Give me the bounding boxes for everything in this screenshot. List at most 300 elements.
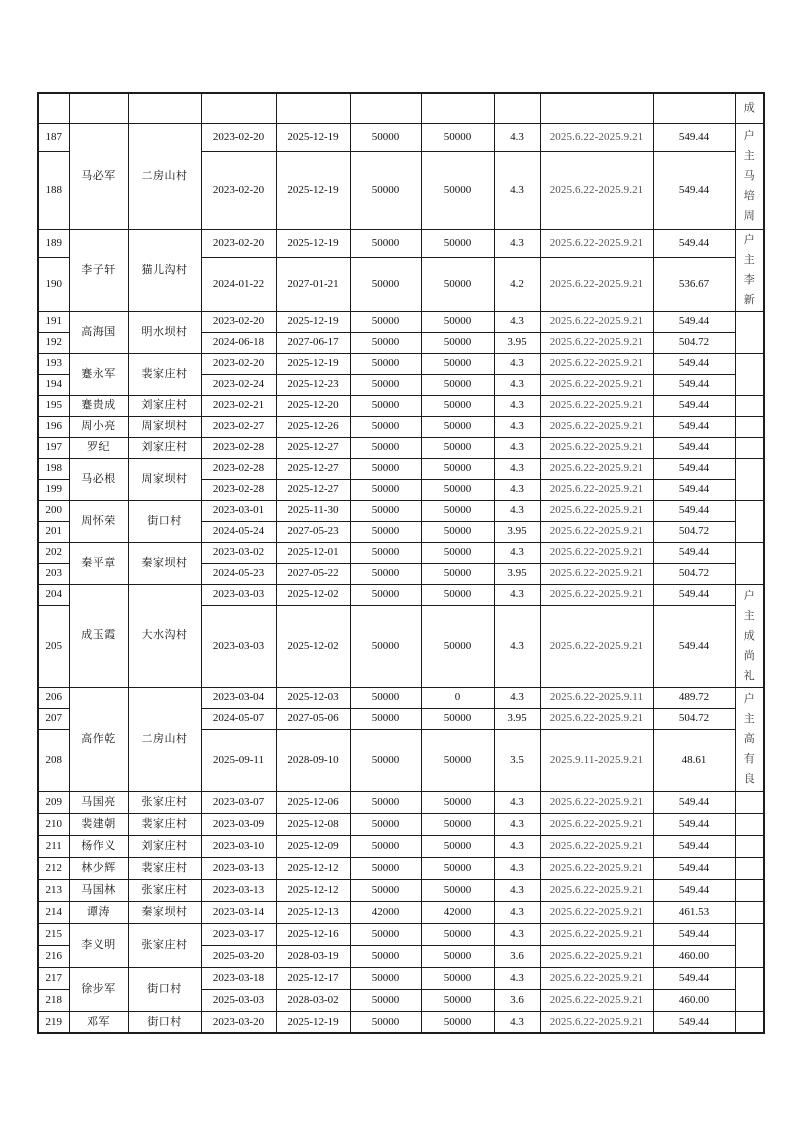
table-row: [38, 879, 764, 901]
cell-interest-period: 2025.6.22-2025.9.21: [540, 542, 653, 563]
cell-interest-rate: 3.5: [494, 729, 540, 791]
cell-interest-rate: 4.3: [494, 605, 540, 687]
cell-balance-amount: 50000: [421, 311, 494, 332]
cell-interest-amount: 461.53: [653, 901, 735, 923]
table-row: [38, 1011, 764, 1033]
cell-loan-amount: 50000: [350, 791, 421, 813]
header-cell: [540, 93, 653, 123]
cell-balance-amount: 50000: [421, 437, 494, 458]
cell-start-date: 2025-03-20: [201, 945, 276, 967]
cell-village: 街口村: [128, 967, 201, 1011]
cell-interest-amount: 504.72: [653, 563, 735, 584]
cell-start-date: 2024-05-23: [201, 563, 276, 584]
cell-borrower-name: 马国亮: [69, 791, 128, 813]
cell-balance-amount: 50000: [421, 395, 494, 416]
cell-row-number: 189: [38, 229, 69, 257]
cell-interest-amount: 549.44: [653, 229, 735, 257]
cell-village: 裴家庄村: [128, 813, 201, 835]
note-char: 户: [743, 589, 755, 602]
cell-village: 猫儿沟村: [128, 229, 201, 311]
cell-loan-amount: 50000: [350, 332, 421, 353]
table-row: [38, 791, 764, 813]
cell-loan-amount: 50000: [350, 521, 421, 542]
cell-end-date: 2025-12-27: [276, 437, 350, 458]
cell-interest-rate: 3.6: [494, 989, 540, 1011]
cell-note: [735, 791, 764, 813]
cell-interest-amount: 504.72: [653, 521, 735, 542]
cell-interest-amount: 460.00: [653, 945, 735, 967]
cell-interest-amount: 549.44: [653, 605, 735, 687]
cell-row-number: 210: [38, 813, 69, 835]
cell-interest-rate: 4.3: [494, 353, 540, 374]
cell-start-date: 2023-03-13: [201, 879, 276, 901]
cell-interest-rate: 4.3: [494, 437, 540, 458]
cell-loan-amount: 50000: [350, 835, 421, 857]
table-row: [38, 437, 764, 458]
cell-end-date: 2027-01-21: [276, 257, 350, 311]
cell-interest-amount: 549.44: [653, 835, 735, 857]
cell-row-number: 196: [38, 416, 69, 437]
cell-balance-amount: 50000: [421, 1011, 494, 1033]
note-char: 李: [743, 274, 755, 286]
cell-end-date: 2025-12-26: [276, 416, 350, 437]
cell-loan-amount: 50000: [350, 967, 421, 989]
note-char: 良: [743, 773, 755, 785]
header-cell: [128, 93, 201, 123]
cell-interest-period: 2025.6.22-2025.9.21: [540, 257, 653, 311]
cell-interest-period: 2025.6.22-2025.9.21: [540, 605, 653, 687]
cell-borrower-name: 谭涛: [69, 901, 128, 923]
cell-loan-amount: 50000: [350, 923, 421, 945]
cell-borrower-name: 裴建朝: [69, 813, 128, 835]
cell-interest-period: 2025.6.22-2025.9.21: [540, 791, 653, 813]
cell-loan-amount: 50000: [350, 374, 421, 395]
cell-village: 张家庄村: [128, 923, 201, 967]
note-char: 成: [743, 629, 755, 642]
cell-borrower-name: 高作乾: [69, 687, 128, 791]
cell-start-date: 2023-03-17: [201, 923, 276, 945]
cell-start-date: 2023-03-18: [201, 967, 276, 989]
cell-balance-amount: 50000: [421, 729, 494, 791]
cell-interest-amount: 549.44: [653, 584, 735, 605]
cell-interest-rate: 4.3: [494, 374, 540, 395]
cell-interest-rate: 4.3: [494, 542, 540, 563]
cell-note: [735, 584, 764, 687]
cell-interest-rate: 3.95: [494, 563, 540, 584]
cell-end-date: 2025-12-19: [276, 123, 350, 151]
note-char: 户: [743, 234, 755, 246]
cell-balance-amount: 50000: [421, 353, 494, 374]
cell-interest-rate: 4.3: [494, 1011, 540, 1033]
cell-note: [735, 857, 764, 879]
table-row: [38, 923, 764, 945]
cell-borrower-name: 李子轩: [69, 229, 128, 311]
cell-interest-rate: 4.3: [494, 901, 540, 923]
cell-interest-period: 2025.6.22-2025.9.21: [540, 879, 653, 901]
cell-balance-amount: 50000: [421, 374, 494, 395]
cell-row-number: 213: [38, 879, 69, 901]
cell-end-date: 2025-12-19: [276, 151, 350, 229]
table-row: [38, 500, 764, 521]
cell-end-date: 2025-12-01: [276, 542, 350, 563]
cell-interest-rate: 4.3: [494, 123, 540, 151]
cell-start-date: 2023-02-20: [201, 229, 276, 257]
cell-interest-period: 2025.6.22-2025.9.21: [540, 479, 653, 500]
cell-village: 刘家庄村: [128, 835, 201, 857]
cell-balance-amount: 50000: [421, 123, 494, 151]
cell-interest-period: 2025.6.22-2025.9.21: [540, 901, 653, 923]
cell-note: [735, 123, 764, 229]
cell-balance-amount: 50000: [421, 708, 494, 729]
cell-loan-amount: 50000: [350, 229, 421, 257]
cell-start-date: 2023-02-20: [201, 311, 276, 332]
cell-end-date: 2025-12-27: [276, 458, 350, 479]
cell-village: 大水沟村: [128, 584, 201, 687]
cell-row-number: 197: [38, 437, 69, 458]
cell-interest-amount: 549.44: [653, 923, 735, 945]
note-char: 成: [743, 102, 755, 115]
cell-balance-amount: 50000: [421, 879, 494, 901]
cell-row-number: 207: [38, 708, 69, 729]
note-char: 培: [743, 190, 755, 202]
cell-interest-rate: 4.3: [494, 791, 540, 813]
cell-row-number: 191: [38, 311, 69, 332]
cell-village: 周家坝村: [128, 458, 201, 500]
cell-loan-amount: 50000: [350, 479, 421, 500]
note-char: 尚: [743, 649, 755, 662]
cell-row-number: 216: [38, 945, 69, 967]
table-row: [38, 311, 764, 332]
cell-note: [735, 923, 764, 967]
cell-loan-amount: 50000: [350, 458, 421, 479]
cell-interest-period: 2025.6.22-2025.9.21: [540, 311, 653, 332]
cell-note: [735, 835, 764, 857]
cell-interest-rate: 4.3: [494, 687, 540, 708]
cell-interest-period: 2025.6.22-2025.9.21: [540, 708, 653, 729]
cell-interest-amount: 489.72: [653, 687, 735, 708]
cell-interest-period: 2025.9.11-2025.9.21: [540, 729, 653, 791]
cell-loan-amount: 50000: [350, 437, 421, 458]
cell-loan-amount: 50000: [350, 945, 421, 967]
cell-village: 张家庄村: [128, 791, 201, 813]
cell-balance-amount: 50000: [421, 835, 494, 857]
cell-interest-amount: 549.44: [653, 479, 735, 500]
cell-balance-amount: 0: [421, 687, 494, 708]
header-cell: [276, 93, 350, 123]
cell-end-date: 2028-09-10: [276, 729, 350, 791]
cell-interest-rate: 4.3: [494, 395, 540, 416]
header-cell: [69, 93, 128, 123]
cell-loan-amount: 50000: [350, 1011, 421, 1033]
cell-interest-rate: 3.95: [494, 332, 540, 353]
cell-borrower-name: 马必军: [69, 123, 128, 229]
cell-start-date: 2023-03-01: [201, 500, 276, 521]
cell-village: 秦家坝村: [128, 542, 201, 584]
header-cell: [494, 93, 540, 123]
table-row: [38, 967, 764, 989]
cell-row-number: 212: [38, 857, 69, 879]
cell-interest-period: 2025.6.22-2025.9.21: [540, 967, 653, 989]
cell-interest-period: 2025.6.22-2025.9.21: [540, 458, 653, 479]
cell-loan-amount: 50000: [350, 257, 421, 311]
cell-loan-amount: 50000: [350, 151, 421, 229]
cell-borrower-name: 周小亮: [69, 416, 128, 437]
cell-start-date: 2023-03-09: [201, 813, 276, 835]
cell-loan-amount: 42000: [350, 901, 421, 923]
cell-borrower-name: 林少辉: [69, 857, 128, 879]
cell-interest-period: 2025.6.22-2025.9.21: [540, 857, 653, 879]
cell-interest-amount: 504.72: [653, 332, 735, 353]
cell-interest-period: 2025.6.22-2025.9.21: [540, 151, 653, 229]
cell-village: 裴家庄村: [128, 857, 201, 879]
cell-balance-amount: 50000: [421, 542, 494, 563]
cell-interest-amount: 549.44: [653, 353, 735, 374]
table-row: [38, 835, 764, 857]
cell-interest-period: 2025.6.22-2025.9.21: [540, 945, 653, 967]
cell-borrower-name: 邓军: [69, 1011, 128, 1033]
cell-note: [735, 458, 764, 500]
cell-interest-rate: 3.95: [494, 708, 540, 729]
note-char: 主: [743, 713, 755, 725]
cell-row-number: 206: [38, 687, 69, 708]
cell-start-date: 2023-03-02: [201, 542, 276, 563]
note-char: 高: [743, 733, 755, 745]
cell-interest-period: 2025.6.22-2025.9.21: [540, 416, 653, 437]
cell-end-date: 2025-12-12: [276, 879, 350, 901]
table-row: [38, 584, 764, 605]
cell-note: [735, 1011, 764, 1033]
cell-village: 周家坝村: [128, 416, 201, 437]
cell-row-number: 201: [38, 521, 69, 542]
cell-interest-amount: 549.44: [653, 311, 735, 332]
cell-start-date: 2023-02-28: [201, 437, 276, 458]
cell-end-date: 2025-12-19: [276, 353, 350, 374]
note-char: 周: [743, 210, 755, 222]
cell-borrower-name: 李义明: [69, 923, 128, 967]
cell-borrower-name: 高海国: [69, 311, 128, 353]
cell-interest-period: 2025.6.22-2025.9.21: [540, 923, 653, 945]
cell-note: [735, 500, 764, 542]
cell-borrower-name: 马国林: [69, 879, 128, 901]
cell-end-date: 2028-03-02: [276, 989, 350, 1011]
cell-row-number: 202: [38, 542, 69, 563]
cell-note: [735, 901, 764, 923]
cell-row-number: 198: [38, 458, 69, 479]
cell-row-number: 205: [38, 605, 69, 687]
cell-interest-rate: 4.3: [494, 458, 540, 479]
cell-interest-rate: 4.3: [494, 835, 540, 857]
cell-interest-period: 2025.6.22-2025.9.21: [540, 123, 653, 151]
cell-note: [735, 542, 764, 584]
cell-interest-amount: 549.44: [653, 1011, 735, 1033]
cell-row-number: 217: [38, 967, 69, 989]
header-cell: [653, 93, 735, 123]
table-row: [38, 123, 764, 151]
cell-balance-amount: 50000: [421, 791, 494, 813]
cell-note: [735, 879, 764, 901]
cell-end-date: 2025-11-30: [276, 500, 350, 521]
cell-start-date: 2024-06-18: [201, 332, 276, 353]
cell-balance-amount: 50000: [421, 989, 494, 1011]
cell-balance-amount: 50000: [421, 458, 494, 479]
cell-end-date: 2025-12-27: [276, 479, 350, 500]
cell-village: 二房山村: [128, 123, 201, 229]
cell-village: 二房山村: [128, 687, 201, 791]
cell-end-date: 2027-05-22: [276, 563, 350, 584]
cell-row-number: 187: [38, 123, 69, 151]
cell-village: 街口村: [128, 500, 201, 542]
cell-balance-amount: 50000: [421, 332, 494, 353]
cell-note: [735, 416, 764, 437]
cell-row-number: 204: [38, 584, 69, 605]
cell-end-date: 2025-12-13: [276, 901, 350, 923]
cell-interest-amount: 504.72: [653, 708, 735, 729]
cell-note: [735, 353, 764, 395]
cell-interest-period: 2025.6.22-2025.9.11: [540, 687, 653, 708]
cell-interest-amount: 536.67: [653, 257, 735, 311]
cell-start-date: 2023-03-04: [201, 687, 276, 708]
cell-row-number: 208: [38, 729, 69, 791]
table-row: [38, 857, 764, 879]
cell-balance-amount: 50000: [421, 857, 494, 879]
cell-end-date: 2025-12-06: [276, 791, 350, 813]
header-cell: [38, 93, 69, 123]
cell-borrower-name: 罗纪: [69, 437, 128, 458]
table-row: [38, 542, 764, 563]
cell-end-date: 2025-12-19: [276, 1011, 350, 1033]
cell-borrower-name: 马必根: [69, 458, 128, 500]
cell-balance-amount: 50000: [421, 584, 494, 605]
note-char: 有: [743, 753, 755, 765]
cell-interest-rate: 3.95: [494, 521, 540, 542]
cell-start-date: 2023-02-20: [201, 123, 276, 151]
note-char: 新: [743, 294, 755, 306]
cell-village: 刘家庄村: [128, 437, 201, 458]
table-row: [38, 416, 764, 437]
cell-balance-amount: 50000: [421, 500, 494, 521]
cell-borrower-name: 蹇贵成: [69, 395, 128, 416]
cell-balance-amount: 50000: [421, 151, 494, 229]
note-char: 主: [743, 254, 755, 266]
cell-note: [735, 437, 764, 458]
cell-start-date: 2023-03-10: [201, 835, 276, 857]
table-row: [38, 458, 764, 479]
header-row: [38, 93, 764, 123]
cell-loan-amount: 50000: [350, 416, 421, 437]
cell-end-date: 2025-12-02: [276, 584, 350, 605]
cell-interest-period: 2025.6.22-2025.9.21: [540, 437, 653, 458]
cell-interest-amount: 549.44: [653, 542, 735, 563]
cell-borrower-name: 徐步军: [69, 967, 128, 1011]
cell-balance-amount: 50000: [421, 563, 494, 584]
cell-start-date: 2023-03-13: [201, 857, 276, 879]
cell-start-date: 2023-02-20: [201, 353, 276, 374]
cell-interest-rate: 4.3: [494, 879, 540, 901]
header-cell: [350, 93, 421, 123]
note-char: 户: [743, 693, 755, 705]
cell-start-date: 2023-02-20: [201, 151, 276, 229]
cell-interest-amount: 549.44: [653, 791, 735, 813]
cell-loan-amount: 50000: [350, 395, 421, 416]
table-body: [38, 93, 764, 1033]
cell-loan-amount: 50000: [350, 813, 421, 835]
cell-start-date: 2024-05-24: [201, 521, 276, 542]
cell-interest-rate: 4.3: [494, 923, 540, 945]
cell-balance-amount: 50000: [421, 945, 494, 967]
cell-loan-amount: 50000: [350, 500, 421, 521]
cell-interest-rate: 4.3: [494, 479, 540, 500]
cell-end-date: 2025-12-09: [276, 835, 350, 857]
cell-interest-amount: 48.61: [653, 729, 735, 791]
cell-loan-amount: 50000: [350, 729, 421, 791]
note-char: 礼: [743, 669, 755, 682]
table-row: [38, 813, 764, 835]
cell-balance-amount: 50000: [421, 257, 494, 311]
cell-interest-period: 2025.6.22-2025.9.21: [540, 374, 653, 395]
cell-row-number: 214: [38, 901, 69, 923]
table-row: [38, 229, 764, 257]
header-cell: [201, 93, 276, 123]
cell-start-date: 2023-02-28: [201, 479, 276, 500]
cell-end-date: 2025-12-02: [276, 605, 350, 687]
cell-end-date: 2025-12-20: [276, 395, 350, 416]
cell-borrower-name: 成玉霞: [69, 584, 128, 687]
cell-loan-amount: 50000: [350, 353, 421, 374]
cell-loan-amount: 50000: [350, 605, 421, 687]
cell-interest-period: 2025.6.22-2025.9.21: [540, 500, 653, 521]
cell-borrower-name: 周怀荣: [69, 500, 128, 542]
table-row: [38, 687, 764, 708]
cell-interest-rate: 4.3: [494, 813, 540, 835]
cell-end-date: 2025-12-08: [276, 813, 350, 835]
cell-start-date: 2025-09-11: [201, 729, 276, 791]
cell-end-date: 2025-12-16: [276, 923, 350, 945]
cell-interest-amount: 549.44: [653, 151, 735, 229]
cell-interest-rate: 4.3: [494, 416, 540, 437]
cell-borrower-name: 秦平章: [69, 542, 128, 584]
cell-end-date: 2027-05-23: [276, 521, 350, 542]
cell-start-date: 2023-02-28: [201, 458, 276, 479]
cell-note: [735, 229, 764, 311]
cell-end-date: 2025-12-12: [276, 857, 350, 879]
cell-interest-rate: 4.3: [494, 857, 540, 879]
cell-village: 明水坝村: [128, 311, 201, 353]
cell-interest-amount: 549.44: [653, 879, 735, 901]
cell-village: 裴家庄村: [128, 353, 201, 395]
cell-interest-amount: 549.44: [653, 967, 735, 989]
cell-interest-amount: 549.44: [653, 123, 735, 151]
cell-row-number: 200: [38, 500, 69, 521]
cell-loan-amount: 50000: [350, 123, 421, 151]
cell-row-number: 188: [38, 151, 69, 229]
header-note-cell: [735, 93, 764, 123]
cell-interest-period: 2025.6.22-2025.9.21: [540, 332, 653, 353]
cell-interest-amount: 549.44: [653, 813, 735, 835]
cell-balance-amount: 50000: [421, 416, 494, 437]
cell-row-number: 199: [38, 479, 69, 500]
table-row: [38, 395, 764, 416]
cell-row-number: 209: [38, 791, 69, 813]
cell-row-number: 195: [38, 395, 69, 416]
cell-interest-amount: 549.44: [653, 458, 735, 479]
cell-interest-period: 2025.6.22-2025.9.21: [540, 1011, 653, 1033]
cell-balance-amount: 50000: [421, 813, 494, 835]
cell-row-number: 219: [38, 1011, 69, 1033]
cell-note: [735, 395, 764, 416]
cell-interest-rate: 4.3: [494, 151, 540, 229]
cell-loan-amount: 50000: [350, 708, 421, 729]
cell-end-date: 2027-06-17: [276, 332, 350, 353]
